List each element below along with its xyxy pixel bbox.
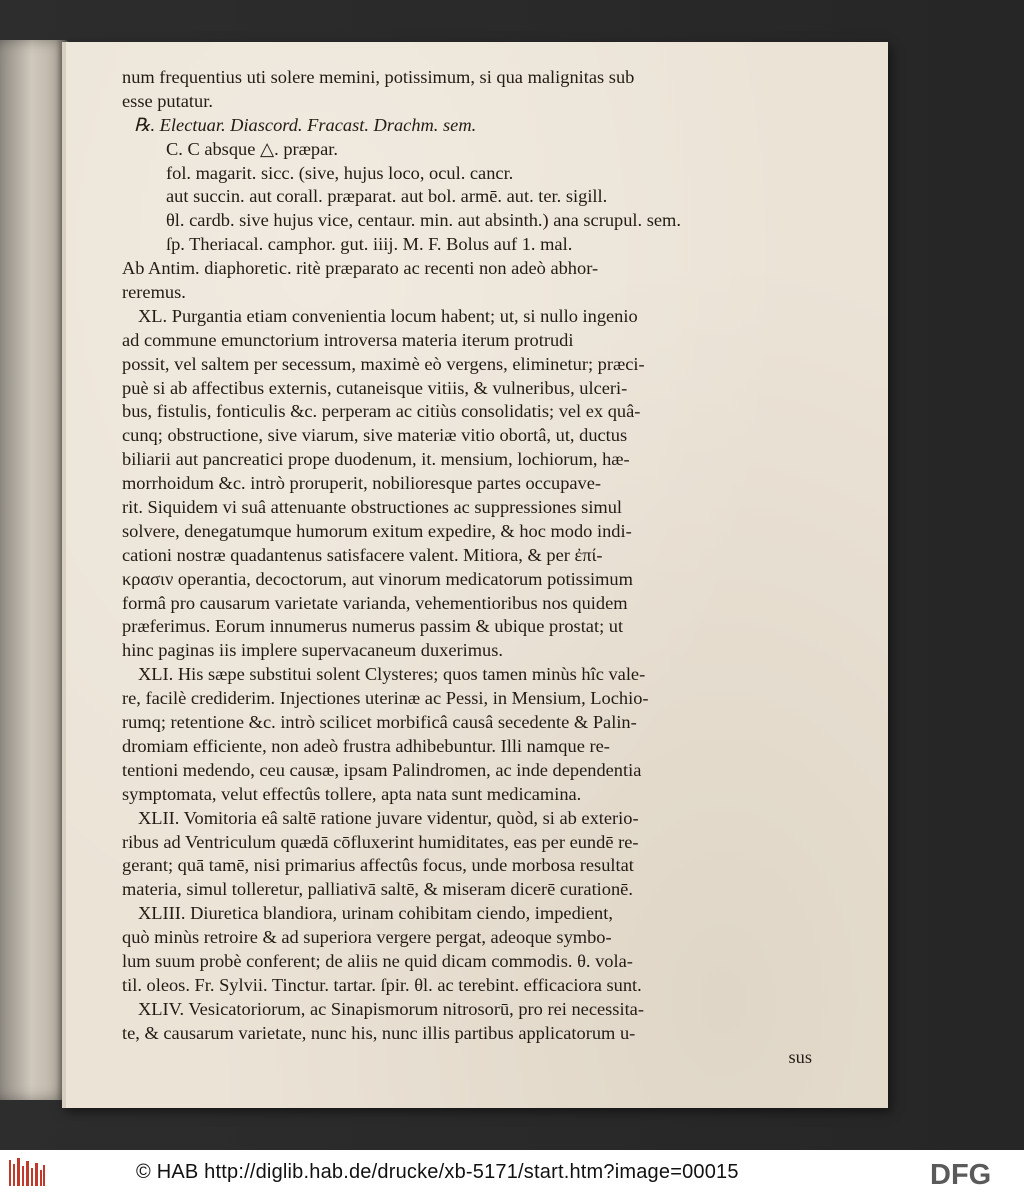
text-line: Ab Antim. diaphoretic. ritè præparato ac recenti non adeò abhor- xyxy=(122,258,599,279)
text-line: rumq; retentione &c. intrò scilicet morbificâ causâ secedente & Palin- xyxy=(122,712,637,733)
hab-logo-icon xyxy=(8,1158,46,1188)
text-line: hinc paginas iis implere supervacaneum duxerimus. xyxy=(122,640,503,661)
text-line: præferimus. Eorum innumerus numerus passim & ubique prostat; ut xyxy=(122,616,624,637)
text-line: ad commune emunctorium introversa materia iterum protrudi xyxy=(122,329,574,350)
text-line: materia, simul tolleretur, palliativā saltē, & miseram dicerē curationē. xyxy=(122,879,633,900)
text-line: cationi nostræ quadantenus satisfacere valent. Mitiora, & per ἐπί- xyxy=(122,544,603,565)
copyright-url-text: © HAB http://diglib.hab.de/drucke/xb-5171/start.htm?image=00015 xyxy=(136,1161,739,1183)
text-line: symptomata, velut effectûs tollere, apta nata sunt medicamina. xyxy=(122,783,582,804)
scanned-page xyxy=(62,42,888,1108)
text-line: gerant; quā tamē, nisi primarius affectûs focus, unde morbosa resultat xyxy=(122,855,634,876)
text-line: lum suum probè conferent; de aliis ne quid dicam commodis. θ. vola- xyxy=(122,950,633,971)
recipe-line: θl. cardb. sive hujus vice, centaur. min. aut absinth.) ana scrupul. sem. xyxy=(166,210,681,231)
recipe-line: C. C absque △. præpar. xyxy=(166,138,338,159)
recipe-line: aut succin. aut corall. præparat. aut bol. armē. aut. ter. sigill. xyxy=(166,186,608,207)
recipe-line: ℞. Electuar. Diascord. Fracast. Drachm. sem. xyxy=(134,114,477,135)
text-line: til. oleos. Fr. Sylvii. Tinctur. tartar. ſpir. θl. ac terebint. efficaciora sunt. xyxy=(122,974,642,995)
section-xl-start: XL. Purgantia etiam convenientia locum habent; ut, si nullo ingenio xyxy=(138,305,638,326)
text-line: te, & causarum varietate, nunc his, nunc illis partibus applicatorum u- xyxy=(122,1022,636,1043)
footer-bar xyxy=(0,1150,1024,1196)
text-line: ribus ad Ventriculum quædā cōfluxerint humiditates, eas per eundē re- xyxy=(122,831,639,852)
text-line: formâ pro causarum varietate varianda, vehementioribus nos quidem xyxy=(122,592,628,613)
catchword: sus xyxy=(788,1046,812,1067)
section-xlii-start: XLII. Vomitoria eâ saltē ratione juvare videntur, quòd, si ab exterio- xyxy=(138,807,639,828)
text-line: κρασιν operantia, decoctorum, aut vinorum medicatorum potissimum xyxy=(122,568,633,589)
facing-page-edge xyxy=(0,40,70,1100)
dfg-logo-icon xyxy=(930,1159,1018,1187)
recipe-line: fol. magarit. sicc. (sive, hujus loco, ocul. cancr. xyxy=(166,162,514,183)
recipe-line: ſp. Theriacal. camphor. gut. iiij. M. F. Bolus auf 1. mal. xyxy=(166,234,573,255)
text-line: reremus. xyxy=(122,282,186,303)
text-line: puè si ab affectibus externis, cutaneisque vitiis, & vulneribus, ulceri- xyxy=(122,377,628,398)
page-text xyxy=(122,66,822,1069)
text-line: num frequentius uti solere memini, potissimum, si qua malignitas sub xyxy=(122,67,635,87)
text-line: possit, vel saltem per secessum, maximè eò vergens, eliminetur; præci- xyxy=(122,353,645,374)
text-line: dromiam efficiente, non adeò frustra adhibebuntur. Illi namque re- xyxy=(122,735,610,756)
text-line: quò minùs retroire & ad superiora vergere pergat, adeoque symbo- xyxy=(122,927,612,948)
text-line: esse putatur. xyxy=(122,90,213,111)
text-line: cunq; obstructione, sive viarum, sive materiæ vitio obortâ, ut, ductus xyxy=(122,425,628,446)
text-line: tentioni medendo, ceu causæ, ipsam Palindromen, ac inde dependentia xyxy=(122,759,642,780)
section-xliv-start: XLIV. Vesicatoriorum, ac Sinapismorum nitrosorū, pro rei necessita- xyxy=(138,998,644,1019)
section-xli-start: XLI. His sæpe substitui solent Clysteres; quos tamen minùs hîc vale- xyxy=(138,664,646,685)
text-line: bus, fistulis, fonticulis &c. perperam ac citiùs consolidatis; vel ex quâ- xyxy=(122,401,641,422)
section-xliii-start: XLIII. Diuretica blandiora, urinam cohibitam ciendo, impedient, xyxy=(138,903,613,924)
text-line: morrhoidum &c. intrò proruperit, nobilioresque partes occupave- xyxy=(122,473,602,494)
text-line: re, facilè crediderim. Injectiones uterinæ ac Pessi, in Mensium, Lochio- xyxy=(122,688,649,709)
text-line: rit. Siquidem vi suâ attenuante obstructiones ac suppressiones simul xyxy=(122,497,623,518)
text-line: solvere, denegatumque humorum exitum expedire, & hoc modo indi- xyxy=(122,520,632,541)
text-line: biliarii aut pancreatici prope duodenum, it. mensium, lochiorum, hæ- xyxy=(122,449,630,470)
svg-text:DFG: DFG xyxy=(930,1159,992,1187)
